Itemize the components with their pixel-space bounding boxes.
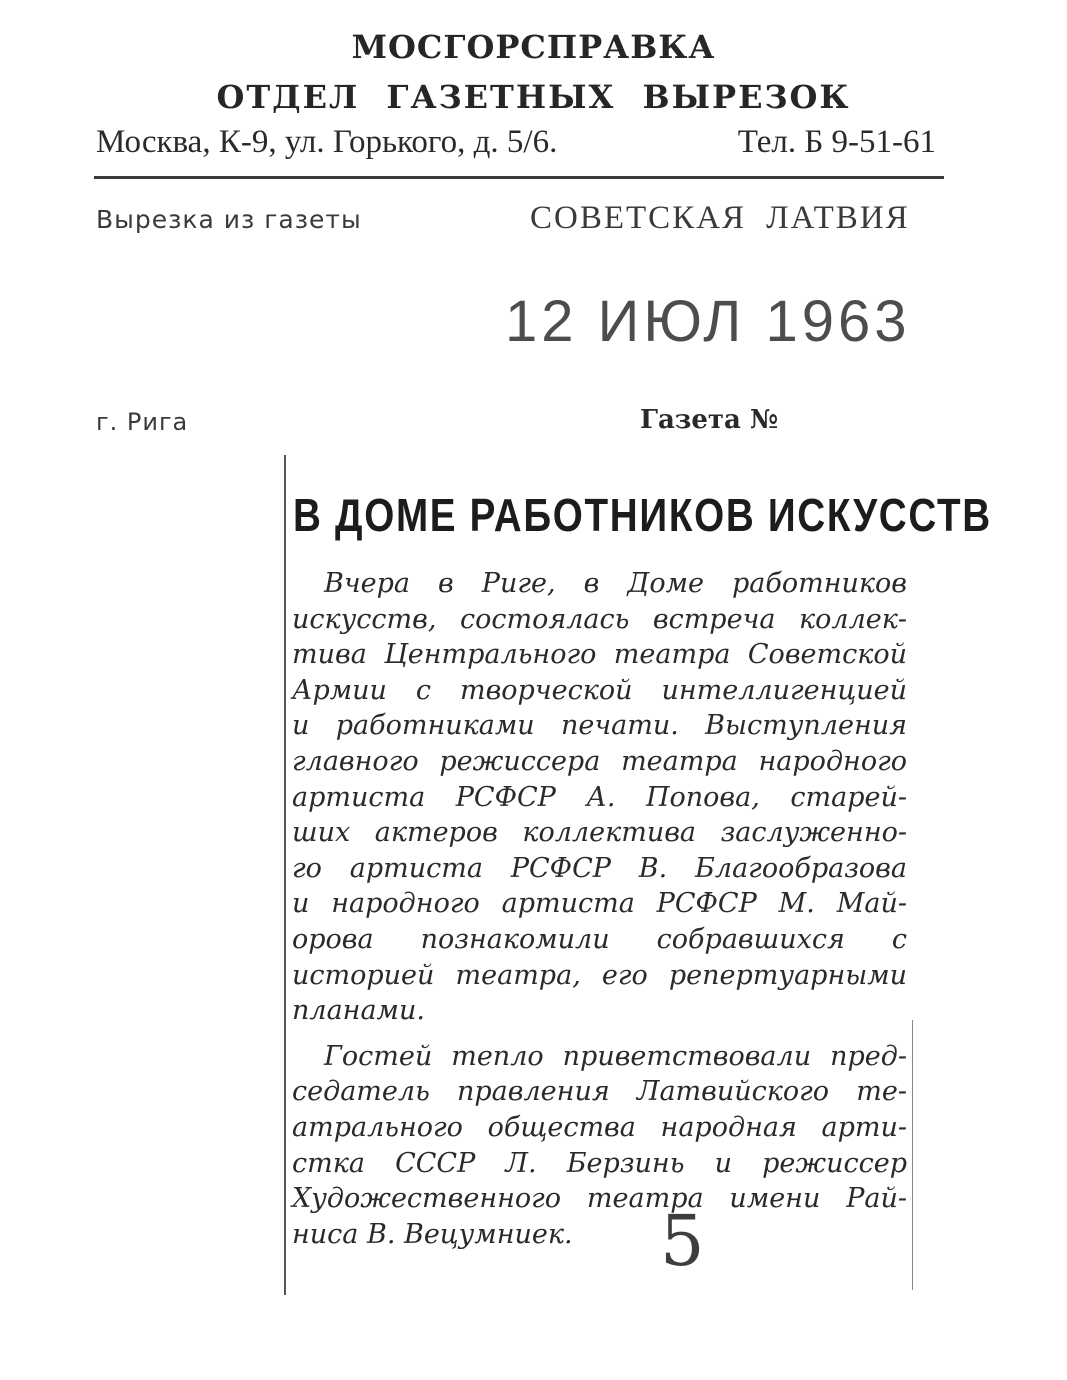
article-line: тива Центрального театра Советской xyxy=(292,639,907,671)
article-line: Вчера в Риге, в Доме работников xyxy=(324,568,907,599)
clipping-edge-left xyxy=(284,455,286,1295)
article-line: атрального общества народная арти- xyxy=(292,1111,907,1143)
paper-number-label: Газета № xyxy=(640,405,779,435)
article-line: и народного артиста РСФСР М. Май- xyxy=(292,888,907,920)
article-line: орова познакомили собравшихся с xyxy=(292,923,907,955)
article-line: Гостей тепло приветствовали пред- xyxy=(324,1040,907,1072)
article-line: стка СССР Л. Берзинь и режиссер xyxy=(292,1147,907,1179)
city-label: г. Рига xyxy=(96,408,189,436)
article-line: Армии с творческой интеллигенцией xyxy=(292,674,907,706)
article-line: историей театра, его репертуарными xyxy=(292,959,907,991)
article-paragraph xyxy=(292,1039,907,1253)
header-phone: Тел. Б 9-51-61 xyxy=(737,124,936,160)
header-org: МОСГОРСПРАВКА xyxy=(351,28,716,66)
article-line: искусств, состоялась встреча коллек- xyxy=(292,603,907,635)
date-stamp: 12 ИЮЛ 1963 xyxy=(505,289,911,354)
article-body xyxy=(292,566,907,1252)
newspaper-name: СОВЕТСКАЯ ЛАТВИЯ xyxy=(530,200,910,236)
header-rule xyxy=(94,176,944,179)
article-line: Художественного театра имени Рай- xyxy=(292,1183,907,1215)
article-line: ших актеров коллектива заслуженно- xyxy=(292,817,907,849)
article-line: планами. xyxy=(292,995,425,1027)
article-line: главного режиссера театра народного xyxy=(292,745,907,777)
header-address-line xyxy=(96,124,936,161)
handwritten-mark: 5 xyxy=(660,1200,705,1282)
article-line: и работниками печати. Выступления xyxy=(292,710,907,742)
article-line: ниса В. Вецумниек. xyxy=(292,1218,573,1250)
article-line: артиста РСФСР А. Попова, старей- xyxy=(292,781,907,813)
clipping-label: Вырезка из газеты xyxy=(96,205,362,234)
clipping-edge-right xyxy=(912,1020,913,1290)
article-paragraph xyxy=(292,566,907,1029)
article-line: седатель правления Латвийского те- xyxy=(292,1076,907,1108)
article-line: го артиста РСФСР В. Благообразова xyxy=(292,852,907,884)
header-address: Москва, К-9, ул. Горького, д. 5/6. xyxy=(96,124,558,160)
header-department: ОТДЕЛ ГАЗЕТНЫХ ВЫРЕЗОК xyxy=(216,78,851,116)
article-title: В ДОМЕ РАБОТНИКОВ ИСКУССТВ xyxy=(293,489,992,541)
